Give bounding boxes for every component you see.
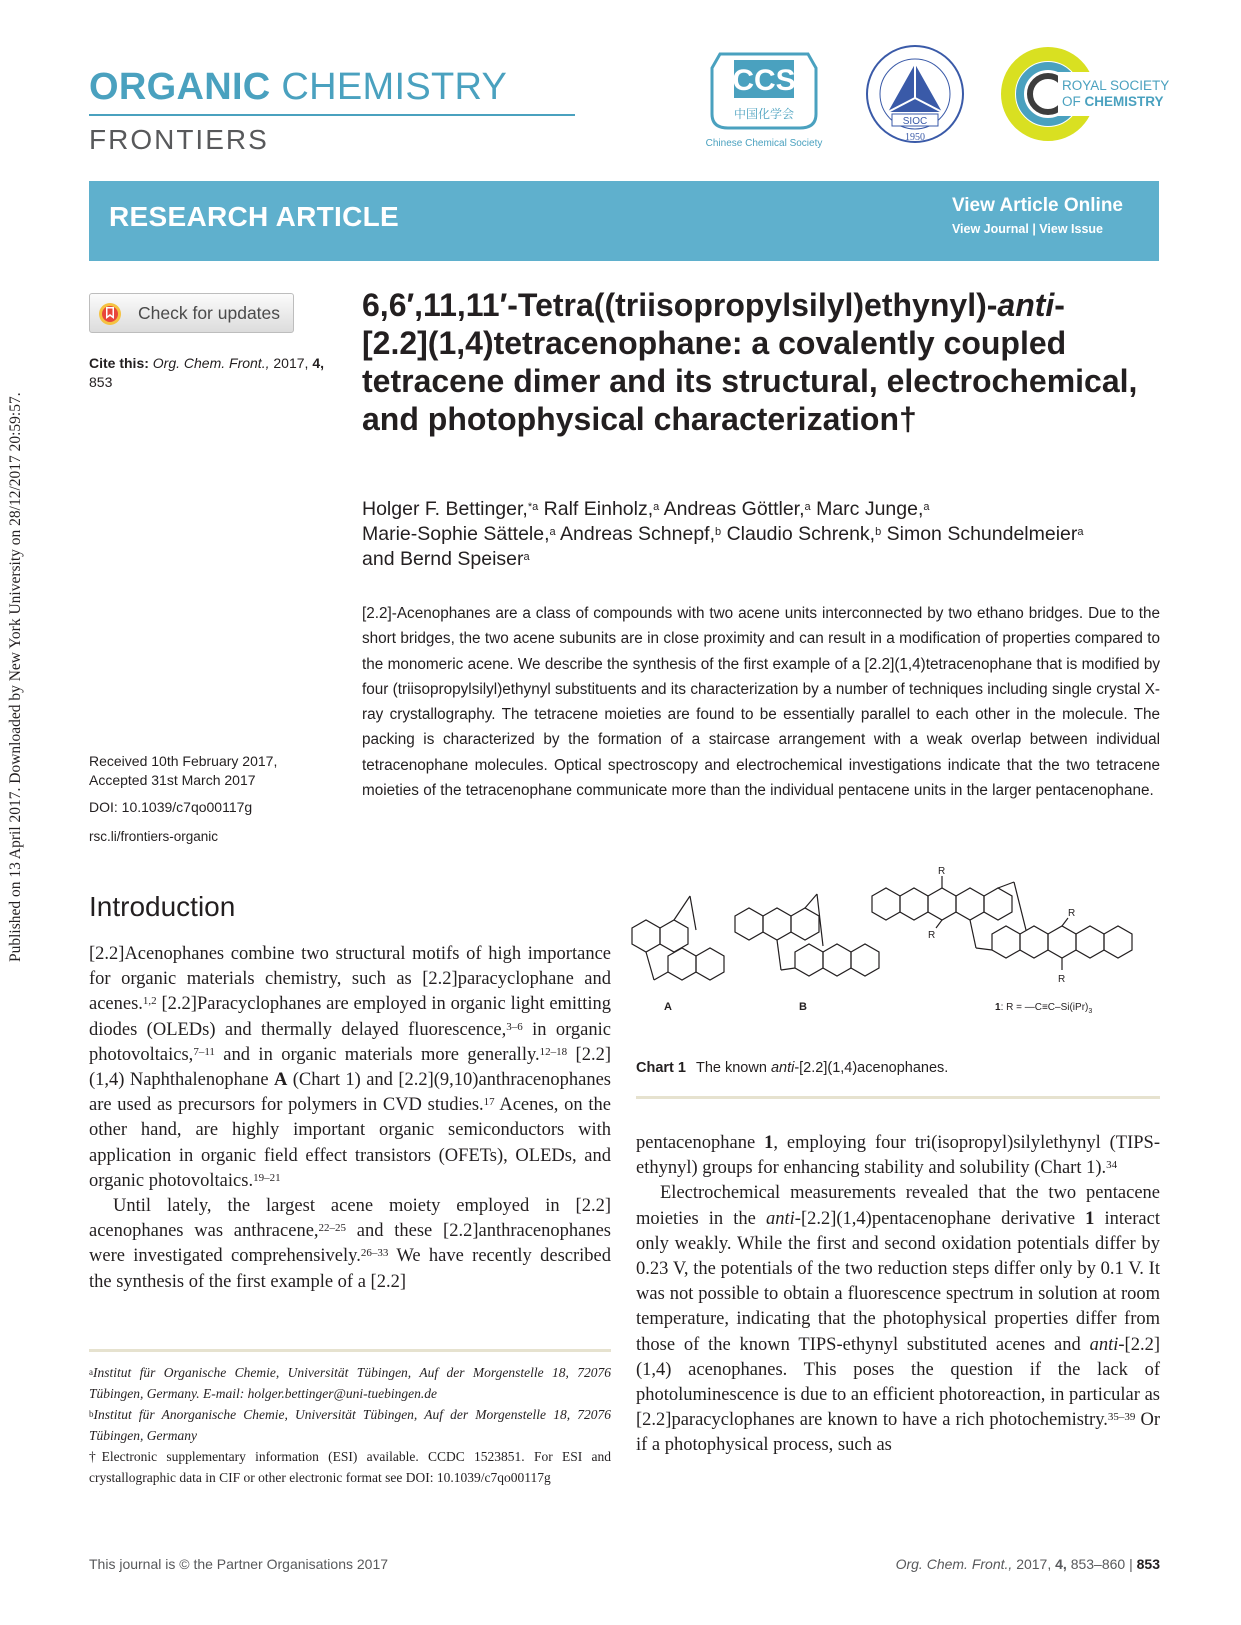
structure-b: [735, 894, 879, 1013]
author: Marc Junge,: [816, 498, 924, 520]
cite-volume: 4,: [312, 355, 324, 371]
article-type-banner: [89, 181, 1159, 261]
footnote-esi: †Electronic supplementary information (ESI) available. CCDC 1523851. For ESI and crystallographic data in CIF or other electronic format see DOI: 10.1039/c7qo00117g: [89, 1449, 611, 1485]
author-affiliation: a: [523, 551, 530, 563]
author: and Bernd Speiser: [362, 548, 524, 570]
svg-text:1: R = —C≡C–Si(iPr)3: [995, 1002, 1092, 1015]
author: Marie-Sophie Sättele,: [362, 523, 550, 545]
banner-sublinks: [952, 222, 1123, 236]
author: Holger F. Bettinger,: [362, 498, 528, 520]
sioc-logo-year: 1950: [905, 132, 925, 143]
article-title: [362, 286, 1162, 438]
banner-separator: |: [1032, 222, 1036, 236]
author-affiliation: b: [875, 526, 882, 538]
journal-subtitle: FRONTIERS: [89, 124, 269, 155]
chart-1-caption: [636, 1060, 948, 1076]
substituent-formula-subscript: 3: [1088, 1008, 1093, 1015]
banner-links: [952, 194, 1123, 236]
footer-year: 2017,: [1016, 1556, 1052, 1572]
cite-label: Cite this:: [89, 355, 149, 371]
journal-title-bold: ORGANIC: [89, 66, 271, 108]
structure-1: [872, 866, 1132, 985]
view-journal-link[interactable]: View Journal: [951, 222, 1029, 236]
abstract: [2.2]-Acenophanes are a class of compounds with two acene units interconnected by two ethano bridges. Due to the short bridges, the two acene subunits are in close proximity and can result in a modification of properties compared to the monomeric acene. We describe the synthesis of the first example of a [2.2](1,4)tetracenophane that is modified by four (triisopropylsilyl)ethynyl substituents and its characterization by a number of techniques including single crystal X-ray crystallography. The tetracene moieties are found to be essentially parallel to each other in the molecule. The packing is characterized by the formation of a staircase arrangement with a weak overlap between individual tetracenophane molecules. Optical spectroscopy and electrochemical investigations indicate that the two tetracene moieties of the tetracenophane communicate more than the individual pentacene units in the larger pentacenophane.: [362, 605, 1160, 800]
ccs-logo-name: Chinese Chemical Society: [705, 138, 823, 149]
author: Simon Schundelmeier: [886, 523, 1078, 545]
author-list: [362, 497, 1162, 572]
ccs-logo-chinese: 中国化学会: [733, 107, 795, 121]
view-issue-link[interactable]: View Issue: [1039, 222, 1103, 236]
received-dates: [89, 752, 277, 790]
intro-paragraph-2: Until lately, the largest acene moiety employed in [2.2] acenophanes was anthracene,$^{22-25}$ and these [2.2]anthracenophanes were investigated comprehensively.$^{26-33}$ We have recently described the synthesis of the first example of a [2.2]: [89, 1196, 611, 1292]
author-affiliation: a: [923, 501, 930, 513]
substituent-formula: : R = —C≡C–Si(iPr): [1000, 1002, 1089, 1013]
journal-title-light: CHEMISTRY: [281, 66, 508, 108]
footnote-affiliation-b: $^b$Institut für Anorganische Chemie, Universität Tübingen, Auf der Morgenstelle 18, 72076 Tübingen, Germany: [89, 1407, 611, 1443]
substituent-r-right: R: [1068, 908, 1076, 919]
author: Andreas Göttler,: [663, 498, 805, 520]
article-type-label: RESEARCH ARTICLE: [109, 201, 399, 232]
footer-journal: Org. Chem. Front.,: [895, 1556, 1013, 1572]
structure-a: [632, 896, 724, 1013]
chart-caption-text-pre: The known: [695, 1060, 771, 1076]
substituent-r-bottom: R: [1058, 974, 1066, 985]
footer-citation: [896, 1556, 1160, 1572]
doi[interactable]: DOI: 10.1039/c7qo00117g: [89, 799, 253, 815]
citation-block: [89, 354, 349, 392]
svg-text:OF CHEMISTRY: [1062, 94, 1164, 109]
sioc-logo-mark: SIOC: [902, 116, 928, 127]
footer-pages: 853–860: [1070, 1556, 1126, 1572]
title-hyphen: -: [1054, 287, 1065, 323]
chart-caption-label: Chart 1: [636, 1060, 686, 1076]
received-date: Received 10th February 2017,: [89, 753, 278, 769]
author-affiliation: a: [804, 501, 811, 513]
download-notice-text: Published on 13 April 2017. Downloaded by New York University on 28/12/2017 20:59:57.: [7, 392, 24, 962]
sioc-logo: [862, 42, 968, 152]
intro-paragraph-1: [2.2]Acenophanes combine two structural motifs of high importance for organic materials chemistry, such as [2.2]paracyclophane and acenes.$^{1,2}$ [2.2]Paracyclophanes are employed in organic light emitting diodes (OLEDs) and thermally delayed fluorescence,$^{3-6}$ in organic photovoltaics,$^{7-11}$ and in organic materials more generally.$^{12-18}$ [2.2](1,4) Naphthalenophane A (Chart 1) and [2.2](9,10)anthracenophanes are used as precursors for polymers in CVD studies.$^{17}$ Acenes, on the other hand, are highly important organic semiconductors with application in organic field effect transistors (OFETs), OLEDs, and organic photovoltaics.$^{19-21}$: [89, 944, 611, 1191]
crossmark-icon: [98, 302, 122, 326]
view-article-online-link[interactable]: View Article Online: [951, 195, 1123, 216]
footnote-divider: [89, 1349, 611, 1352]
body-column-left: [89, 942, 611, 1295]
right-paragraph-1: pentacenophane 1, employing four tri(isopropyl)silylethynyl (TIPS-ethynyl) groups for enhancing stability and solubility (Chart 1).$^{34}$: [636, 1133, 1160, 1179]
substituent-r-top: R: [938, 866, 946, 877]
footnote-affiliation-a: $^a$Institut für Organische Chemie, Universität Tübingen, Auf der Morgenstelle 18, 72076 Tübingen, Germany. E-mail: holger.bettinger@uni-tuebingen.de: [89, 1365, 611, 1401]
rsc-logo: [1000, 42, 1170, 150]
chart-1-structures: [640, 866, 1160, 1050]
title-anti: anti: [997, 287, 1055, 323]
journal-title-rule: [89, 114, 575, 116]
footer-copyright: This journal is © the Partner Organisations 2017: [89, 1556, 389, 1572]
page-number: 853: [1136, 1556, 1160, 1572]
introduction-heading: Introduction: [89, 891, 236, 922]
author-affiliation: a: [549, 526, 556, 538]
rsc-logo-of: OF: [1062, 94, 1081, 109]
journal-short-link[interactable]: rsc.li/frontiers-organic: [89, 829, 219, 844]
author-affiliation: *a: [527, 501, 539, 513]
rsc-logo-line2: CHEMISTRY: [1084, 94, 1164, 109]
journal-title: [89, 66, 507, 108]
ccs-logo: [700, 42, 828, 154]
author: Andreas Schnepf,: [560, 523, 716, 545]
chart-caption-text-italic: anti: [770, 1060, 795, 1076]
title-rest: [2.2](1,4)tetracenophane: a covalently coupled tetracene dimer and its structural, electrochemical, and photophysical characterization†: [362, 325, 1138, 437]
download-notice: [4, 342, 28, 962]
chart-caption-text-post: -[2.2](1,4)acenophanes.: [794, 1060, 949, 1076]
rsc-logo-line1: ROYAL SOCIETY: [1062, 78, 1170, 93]
label-structure-a: A: [664, 1001, 672, 1013]
title-line1: 6,6′,11,11′-Tetra((triisopropylsilyl)ethynyl)-: [362, 287, 998, 323]
body-column-right: [636, 1131, 1160, 1459]
check-for-updates-label: Check for updates: [138, 303, 281, 323]
footer-volume: 4,: [1055, 1556, 1067, 1572]
label-structure-b: B: [799, 1001, 807, 1013]
cite-journal: Org. Chem. Front.,: [152, 355, 270, 371]
author-affiliation: b: [715, 526, 722, 538]
author: Claudio Schrenk,: [726, 523, 876, 545]
footnotes: [89, 1362, 611, 1488]
author-affiliation: a: [653, 501, 660, 513]
footer-separator: |: [1129, 1556, 1133, 1572]
chart-divider: [636, 1096, 1160, 1099]
author-affiliation: a: [1077, 526, 1084, 538]
author: Ralf Einholz,: [543, 498, 654, 520]
cite-page: 853: [89, 374, 113, 390]
check-for-updates-button[interactable]: [89, 293, 294, 333]
right-paragraph-2: Electrochemical measurements revealed that the two pentacene moieties in the anti-[2.2](1,4)pentacenophane derivative 1 interact only weakly. While the first and second oxidation potentials differ by 0.23 V, the potentials of the two reduction steps differ only by 0.1 V. It was not possible to obtain a fluorescence spectrum in solution at room temperature, indicating that the photophysical properties differ from those of the known TIPS-ethynyl substituted acenes and anti-[2.2](1,4) acenophanes. This poses the question if the lack of photoluminescence is due to an efficient photoreaction, in particular as [2.2]paracyclophanes are known to have a rich photochemistry.$^{35-39}$ Or if a photophysical process, such as: [636, 1183, 1160, 1456]
cite-year: 2017,: [273, 355, 309, 371]
ccs-logo-mark: CCS: [732, 64, 796, 97]
label-structure-1: 1: [995, 1002, 1001, 1013]
accepted-date: Accepted 31st March 2017: [89, 772, 256, 788]
substituent-r-left: R: [928, 930, 936, 941]
